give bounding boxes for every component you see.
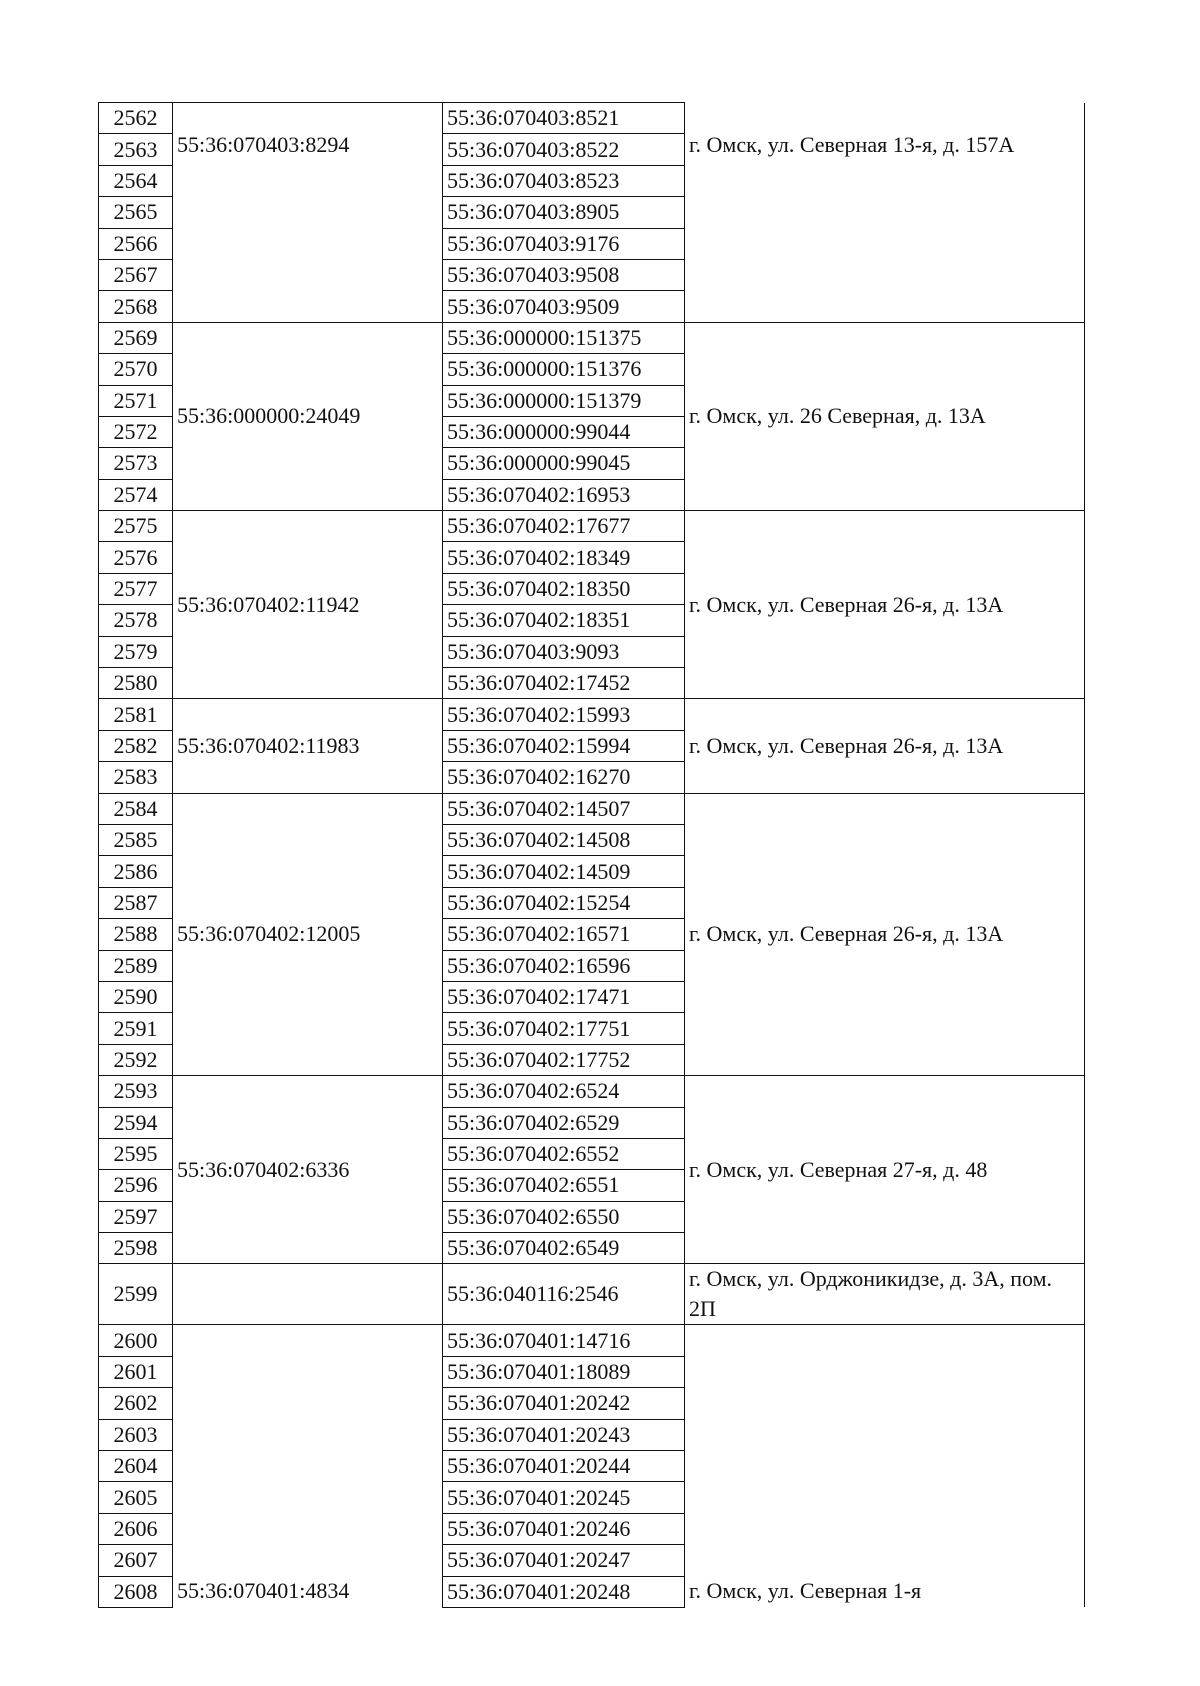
row-number: 2577 — [99, 573, 173, 604]
row-number: 2605 — [99, 1482, 173, 1513]
table-row — [99, 322, 1085, 353]
row-number: 2573 — [99, 448, 173, 479]
object-number: 55:36:070403:9509 — [443, 291, 685, 322]
object-number: 55:36:070402:17677 — [443, 511, 685, 542]
object-number: 55:36:070402:14508 — [443, 824, 685, 855]
object-number: 55:36:070402:16270 — [443, 762, 685, 793]
object-number: 55:36:070402:15993 — [443, 699, 685, 730]
object-number: 55:36:070402:18351 — [443, 605, 685, 636]
row-number: 2581 — [99, 699, 173, 730]
object-number: 55:36:070402:14509 — [443, 856, 685, 887]
row-number: 2572 — [99, 416, 173, 447]
address: г. Омск, ул. Северная 26-я, д. 13А — [685, 793, 1085, 1076]
table-row — [99, 103, 1085, 134]
row-number: 2604 — [99, 1451, 173, 1482]
row-number: 2603 — [99, 1419, 173, 1450]
address: г. Омск, ул. Северная 26-я, д. 13А — [685, 699, 1085, 793]
row-number: 2595 — [99, 1138, 173, 1169]
row-number: 2569 — [99, 322, 173, 353]
object-number: 55:36:070403:8905 — [443, 197, 685, 228]
address: г. Омск, ул. Орджоникидзе, д. 3А, пом. 2П — [685, 1264, 1085, 1325]
address: г. Омск, ул. Северная 1-я — [685, 1325, 1085, 1608]
row-number: 2563 — [99, 134, 173, 165]
document-page — [98, 102, 1085, 1608]
table-row — [99, 793, 1085, 824]
row-number: 2565 — [99, 197, 173, 228]
row-number: 2608 — [99, 1576, 173, 1607]
row-number: 2606 — [99, 1513, 173, 1544]
parcel-number: 55:36:070401:4834 — [173, 1325, 443, 1608]
object-number: 55:36:070402:18349 — [443, 542, 685, 573]
object-number: 55:36:070401:20245 — [443, 1482, 685, 1513]
parcel-number: 55:36:070402:12005 — [173, 793, 443, 1076]
object-number: 55:36:070402:17751 — [443, 1013, 685, 1044]
object-number: 55:36:000000:151375 — [443, 322, 685, 353]
row-number: 2571 — [99, 385, 173, 416]
address: г. Омск, ул. Северная 13-я, д. 157А — [685, 103, 1085, 323]
object-number: 55:36:070402:6552 — [443, 1138, 685, 1169]
parcel-number: 55:36:000000:24049 — [173, 322, 443, 510]
object-number: 55:36:070402:17452 — [443, 668, 685, 699]
address: г. Омск, ул. 26 Северная, д. 13А — [685, 322, 1085, 510]
object-number: 55:36:070402:16953 — [443, 479, 685, 510]
table-row — [99, 1325, 1085, 1356]
object-number: 55:36:000000:151379 — [443, 385, 685, 416]
object-number: 55:36:070403:9176 — [443, 228, 685, 259]
object-number: 55:36:070403:9508 — [443, 259, 685, 290]
object-number: 55:36:070402:15994 — [443, 730, 685, 761]
row-number: 2607 — [99, 1545, 173, 1576]
row-number: 2580 — [99, 668, 173, 699]
object-number: 55:36:070402:16571 — [443, 919, 685, 950]
row-number: 2602 — [99, 1388, 173, 1419]
parcel-number: 55:36:070403:8294 — [173, 103, 443, 323]
object-number: 55:36:070401:20248 — [443, 1576, 685, 1607]
row-number: 2578 — [99, 605, 173, 636]
object-number: 55:36:070402:6551 — [443, 1170, 685, 1201]
parcel-table — [98, 102, 1085, 1608]
row-number: 2589 — [99, 950, 173, 981]
object-number: 55:36:070401:20244 — [443, 1451, 685, 1482]
object-number: 55:36:070403:8521 — [443, 103, 685, 134]
row-number: 2564 — [99, 165, 173, 196]
row-number: 2568 — [99, 291, 173, 322]
row-number: 2596 — [99, 1170, 173, 1201]
row-number: 2584 — [99, 793, 173, 824]
object-number: 55:36:070403:8522 — [443, 134, 685, 165]
object-number: 55:36:070402:6524 — [443, 1076, 685, 1107]
row-number: 2566 — [99, 228, 173, 259]
object-number: 55:36:070401:14716 — [443, 1325, 685, 1356]
table-row — [99, 1264, 1085, 1325]
table-row — [99, 699, 1085, 730]
object-number: 55:36:070402:17471 — [443, 981, 685, 1012]
row-number: 2597 — [99, 1201, 173, 1232]
object-number: 55:36:070402:6549 — [443, 1233, 685, 1264]
address: г. Омск, ул. Северная 26-я, д. 13А — [685, 511, 1085, 699]
row-number: 2598 — [99, 1233, 173, 1264]
row-number: 2600 — [99, 1325, 173, 1356]
row-number: 2585 — [99, 824, 173, 855]
object-number: 55:36:070401:20247 — [443, 1545, 685, 1576]
object-number: 55:36:070401:20242 — [443, 1388, 685, 1419]
table-row — [99, 511, 1085, 542]
row-number: 2588 — [99, 919, 173, 950]
object-number: 55:36:070402:17752 — [443, 1044, 685, 1075]
object-number: 55:36:000000:151376 — [443, 354, 685, 385]
parcel-number: 55:36:070402:11983 — [173, 699, 443, 793]
object-number: 55:36:000000:99044 — [443, 416, 685, 447]
parcel-number: 55:36:070402:11942 — [173, 511, 443, 699]
row-number: 2574 — [99, 479, 173, 510]
object-number: 55:36:040116:2546 — [443, 1264, 685, 1325]
parcel-number — [173, 1264, 443, 1325]
object-number: 55:36:070402:16596 — [443, 950, 685, 981]
row-number: 2594 — [99, 1107, 173, 1138]
row-number: 2592 — [99, 1044, 173, 1075]
row-number: 2601 — [99, 1356, 173, 1387]
row-number: 2586 — [99, 856, 173, 887]
parcel-number: 55:36:070402:6336 — [173, 1076, 443, 1264]
object-number: 55:36:070402:6550 — [443, 1201, 685, 1232]
address: г. Омск, ул. Северная 27-я, д. 48 — [685, 1076, 1085, 1264]
row-number: 2575 — [99, 511, 173, 542]
row-number: 2570 — [99, 354, 173, 385]
row-number: 2590 — [99, 981, 173, 1012]
row-number: 2582 — [99, 730, 173, 761]
table-row — [99, 1076, 1085, 1107]
object-number: 55:36:070401:18089 — [443, 1356, 685, 1387]
row-number: 2593 — [99, 1076, 173, 1107]
object-number: 55:36:070402:6529 — [443, 1107, 685, 1138]
row-number: 2567 — [99, 259, 173, 290]
object-number: 55:36:070403:9093 — [443, 636, 685, 667]
row-number: 2562 — [99, 103, 173, 134]
row-number: 2576 — [99, 542, 173, 573]
row-number: 2579 — [99, 636, 173, 667]
object-number: 55:36:070401:20243 — [443, 1419, 685, 1450]
object-number: 55:36:070403:8523 — [443, 165, 685, 196]
object-number: 55:36:000000:99045 — [443, 448, 685, 479]
object-number: 55:36:070402:15254 — [443, 887, 685, 918]
object-number: 55:36:070402:18350 — [443, 573, 685, 604]
row-number: 2591 — [99, 1013, 173, 1044]
row-number: 2583 — [99, 762, 173, 793]
object-number: 55:36:070402:14507 — [443, 793, 685, 824]
row-number: 2587 — [99, 887, 173, 918]
object-number: 55:36:070401:20246 — [443, 1513, 685, 1544]
row-number: 2599 — [99, 1264, 173, 1325]
